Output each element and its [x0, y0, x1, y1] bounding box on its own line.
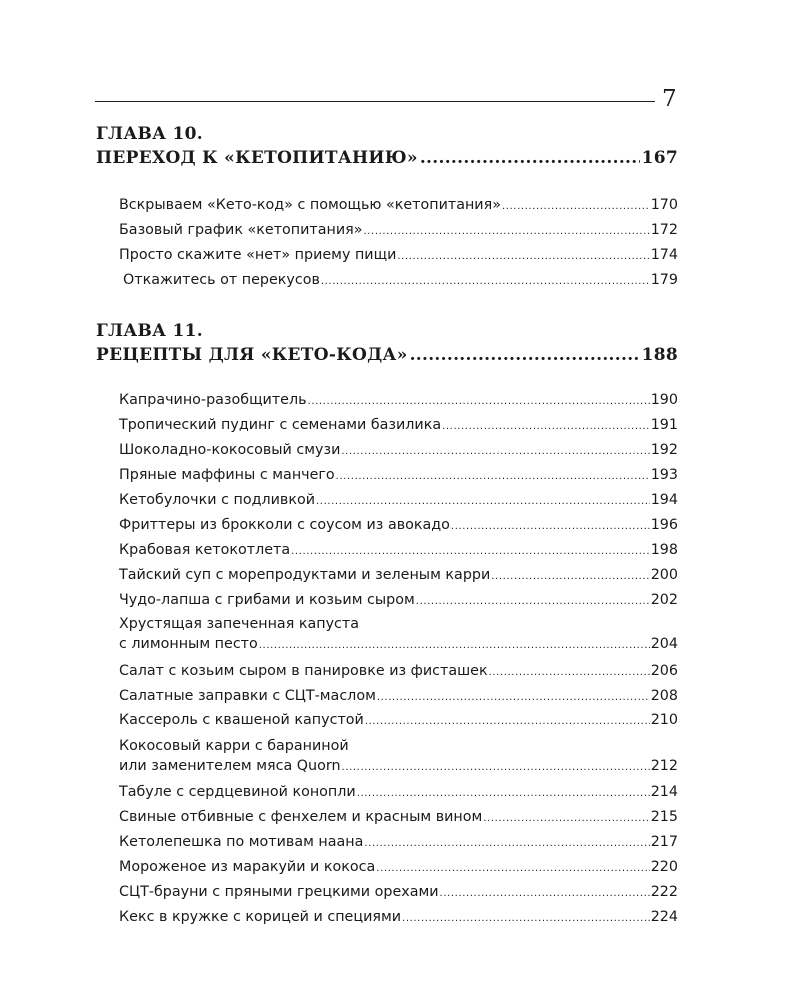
entry-page: 190: [650, 392, 678, 408]
entry-page: 220: [650, 859, 678, 875]
leader-dots: [321, 272, 650, 292]
toc-entry[interactable]: [119, 440, 678, 462]
entry-page: 224: [650, 909, 678, 925]
leader-dots: [336, 467, 650, 487]
entry-page: 222: [650, 884, 678, 900]
entry-title: Кекс в кружке с корицей и специями: [119, 909, 402, 925]
chapter-title: ПЕРЕХОД К «КЕТОПИТАНИЮ»: [96, 148, 418, 168]
leader-dots: [357, 784, 650, 804]
leader-dots: [291, 542, 650, 562]
leader-dots: [502, 197, 650, 217]
entry-title: Хрустящая запеченная капуста: [119, 616, 359, 632]
entry-page: 208: [650, 688, 678, 704]
entry-page: 194: [650, 492, 678, 508]
entry-title: Откажитесь от перекусов: [123, 272, 320, 288]
entry-page: 191: [650, 417, 678, 433]
toc-entry[interactable]: [119, 832, 678, 854]
chapter-page: 188: [641, 345, 678, 365]
entry-title: Шоколадно-кокосовый смузи: [119, 442, 341, 458]
leader-dots: [416, 592, 650, 612]
entry-page: 172: [650, 222, 678, 238]
toc-entry[interactable]: [119, 195, 678, 217]
leader-dots: [489, 663, 650, 683]
entry-title: Кетобулочки с подливкой: [119, 492, 316, 508]
toc-entry[interactable]: [119, 782, 678, 804]
chapter-heading: [96, 122, 678, 170]
entry-title: Тайский суп с морепродуктами и зеленым карри: [119, 567, 491, 583]
toc-entry[interactable]: [119, 736, 678, 778]
entry-title: Кассероль с квашеной капустой: [119, 712, 364, 728]
leader-dots: [491, 567, 649, 587]
leader-dots: [483, 809, 649, 829]
toc-entry[interactable]: [119, 565, 678, 587]
leader-dots: [410, 343, 640, 367]
entry-page: 192: [650, 442, 678, 458]
entry-title: Тропический пудинг с семенами базилика: [119, 417, 442, 433]
entry-title-line2: или заменителем мяса Quorn: [119, 758, 341, 774]
entry-page: 202: [650, 592, 678, 608]
leader-dots: [420, 146, 640, 170]
entry-title: Вскрываем «Кето-код» с помощью «кетопитания»: [119, 197, 501, 213]
entry-page: 214: [650, 784, 678, 800]
leader-dots: [363, 222, 649, 242]
toc-entry[interactable]: [119, 490, 678, 512]
toc-entry[interactable]: [119, 857, 678, 879]
entry-title-line2: с лимонным песто: [119, 636, 258, 652]
entry-title: СЦТ-брауни с пряными грецкими орехами: [119, 884, 439, 900]
leader-dots: [364, 834, 649, 854]
chapter-title-line: [96, 146, 678, 170]
entry-title: Чудо-лапша с грибами и козьим сыром: [119, 592, 415, 608]
leader-dots: [342, 758, 650, 778]
toc-entry[interactable]: [119, 907, 678, 929]
toc-entry[interactable]: [119, 465, 678, 487]
chapter-title: РЕЦЕПТЫ ДЛЯ «КЕТО-КОДА»: [96, 345, 408, 365]
entry-title: Фриттеры из брокколи с соусом из авокадо: [119, 517, 450, 533]
entry-title: Крабовая кетокотлета: [119, 542, 291, 558]
leader-dots: [341, 442, 649, 462]
toc-entry[interactable]: [119, 807, 678, 829]
chapter-label: ГЛАВА 10.: [96, 124, 204, 144]
chapter-title-line: [96, 343, 678, 367]
leader-dots: [440, 884, 650, 904]
entry-title: Пряные маффины с манчего: [119, 467, 335, 483]
entry-title: Салат с козьим сыром в панировке из фисташек: [119, 663, 488, 679]
chapter-label: ГЛАВА 11.: [96, 321, 204, 341]
toc-entry[interactable]: [119, 590, 678, 612]
leader-dots: [376, 859, 649, 879]
entry-title: Мороженое из маракуйи и кокоса: [119, 859, 376, 875]
entry-page: 170: [650, 197, 678, 213]
entry-page: 179: [650, 272, 678, 288]
chapter-page: 167: [641, 148, 678, 168]
page-number: 7: [662, 86, 677, 112]
leader-dots: [397, 247, 649, 267]
entry-page: 212: [650, 758, 678, 774]
entry-title: Кокосовый карри с бараниной: [119, 738, 349, 754]
entry-page: 196: [650, 517, 678, 533]
entry-title: Салатные заправки с СЦТ-маслом: [119, 688, 376, 704]
leader-dots: [259, 636, 650, 656]
entry-title: Кетолепешка по мотивам наана: [119, 834, 364, 850]
toc-entry[interactable]: [119, 270, 678, 292]
toc-entry[interactable]: [119, 882, 678, 904]
toc-entry[interactable]: [119, 415, 678, 437]
toc-entry[interactable]: [119, 661, 678, 683]
leader-dots: [451, 517, 650, 537]
entry-title: Базовый график «кетопитания»: [119, 222, 363, 238]
toc-entry[interactable]: [119, 220, 678, 242]
toc-entry[interactable]: [119, 710, 678, 732]
entry-page: 193: [650, 467, 678, 483]
leader-dots: [442, 417, 650, 437]
entry-page: 200: [650, 567, 678, 583]
entry-page: 204: [650, 636, 678, 652]
entry-title: Свиные отбивные с фенхелем и красным вином: [119, 809, 483, 825]
entry-page: 217: [650, 834, 678, 850]
toc-entry[interactable]: [119, 245, 678, 267]
toc-entry[interactable]: [119, 515, 678, 537]
chapter-heading: [96, 319, 678, 367]
entry-title: Просто скажите «нет» приему пищи: [119, 247, 397, 263]
toc-entry[interactable]: [119, 614, 678, 656]
leader-dots: [377, 688, 650, 708]
toc-entry[interactable]: [119, 390, 678, 412]
entry-title: Табуле с сердцевиной конопли: [119, 784, 356, 800]
entry-page: 174: [650, 247, 678, 263]
entry-title: Капрачино-разобщитель: [119, 392, 307, 408]
leader-dots: [402, 909, 650, 929]
toc-entry[interactable]: [119, 686, 678, 708]
leader-dots: [365, 712, 650, 732]
entry-page: 215: [650, 809, 678, 825]
entry-page: 198: [650, 542, 678, 558]
header-rule: [95, 101, 655, 102]
leader-dots: [316, 492, 650, 512]
entry-page: 210: [650, 712, 678, 728]
entry-page: 206: [650, 663, 678, 679]
leader-dots: [308, 392, 650, 412]
toc-entry[interactable]: [119, 540, 678, 562]
